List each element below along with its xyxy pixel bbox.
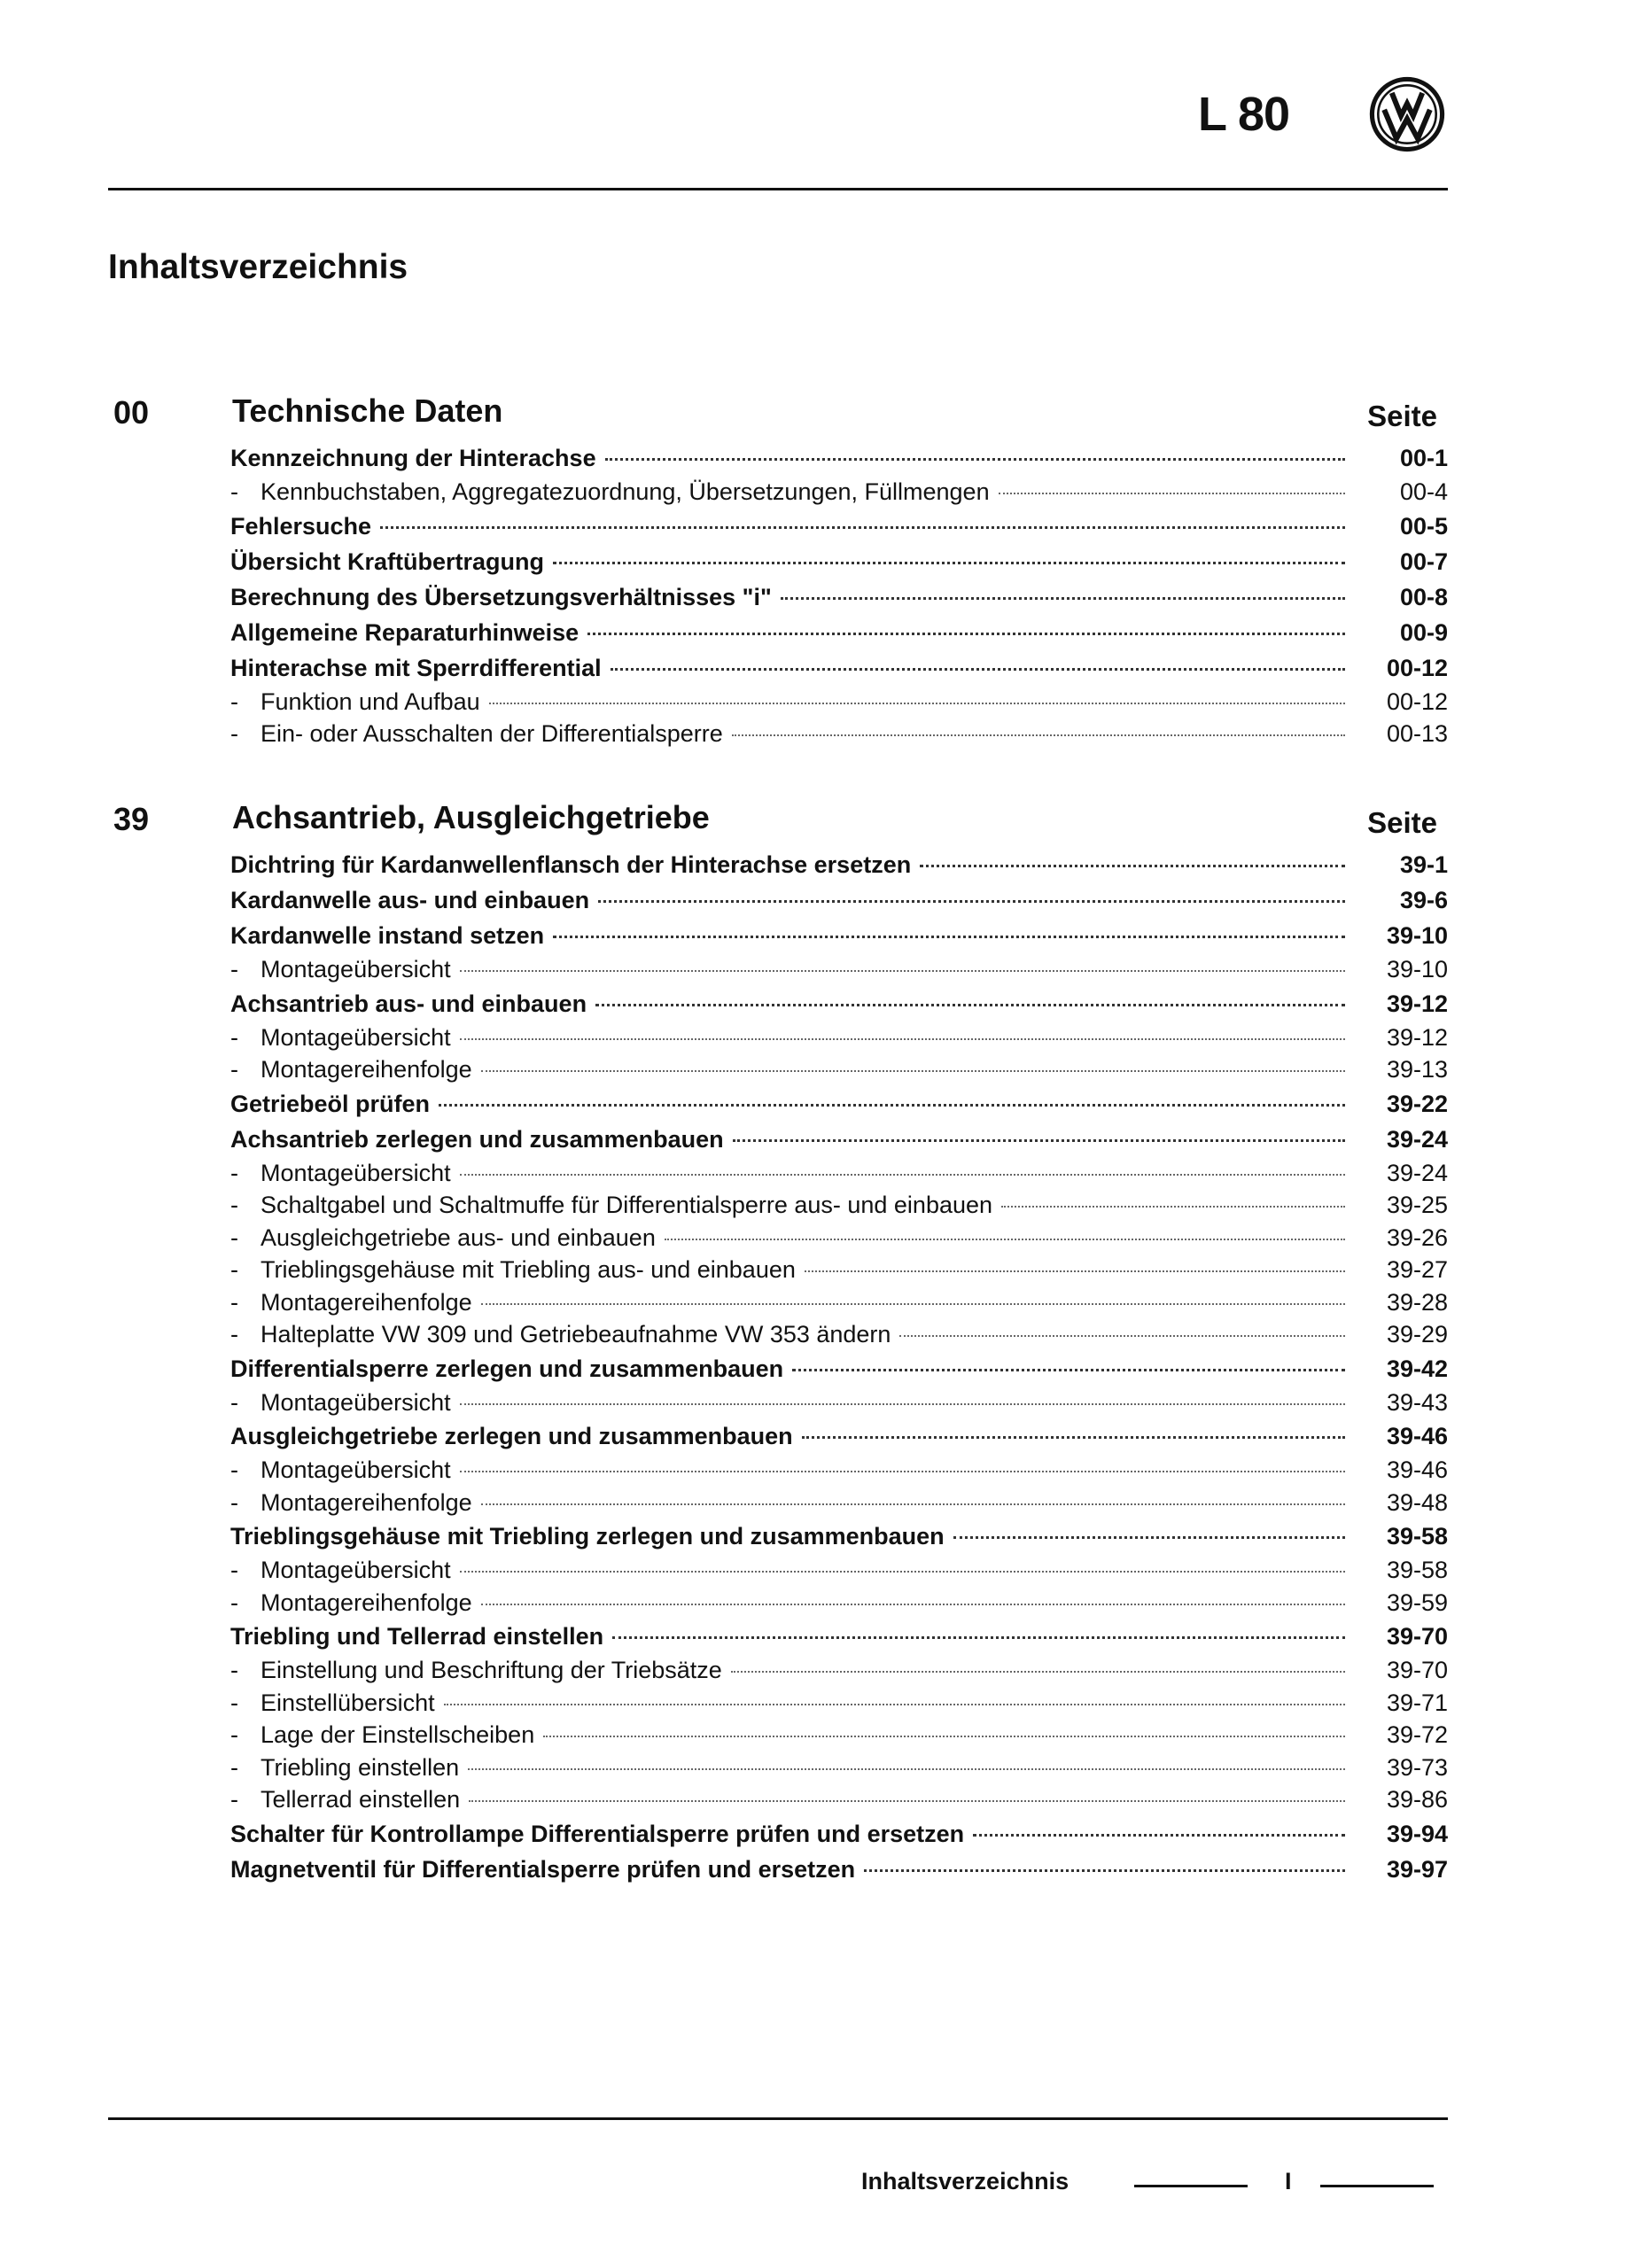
toc-entry-text: Schalter für Kontrollampe Differentialsperre prüfen und ersetzen xyxy=(230,1820,965,1847)
toc-subentry[interactable] xyxy=(230,1687,1448,1720)
dot-leader xyxy=(999,493,1345,494)
bullet-dash: - xyxy=(230,1388,238,1416)
toc-entry-text: Ausgleichgetriebe aus- und einbauen xyxy=(261,1223,656,1251)
toc-page-number: 39-73 xyxy=(1386,1753,1448,1781)
toc-subentry[interactable] xyxy=(230,1719,1448,1751)
toc-entry[interactable] xyxy=(230,509,1448,544)
footer-label: Inhaltsverzeichnis xyxy=(861,2168,1070,2194)
dot-leader xyxy=(469,1800,1345,1802)
header-rule xyxy=(108,188,1448,190)
bullet-dash: - xyxy=(230,1192,238,1218)
toc-page-number: 39-25 xyxy=(1386,1192,1448,1218)
toc-page-number: 00-13 xyxy=(1386,720,1448,747)
section-title: Achsantrieb, Ausgleichgetriebe xyxy=(232,799,710,835)
toc-entry-text: Allgemeine Reparaturhinweise xyxy=(230,618,579,646)
toc-subentry[interactable] xyxy=(230,686,1448,718)
section-39 xyxy=(108,794,1448,1887)
bullet-dash: - xyxy=(230,1223,238,1251)
toc-entry-text: Trieblingsgehäuse mit Triebling aus- und einbauen xyxy=(261,1256,796,1283)
section-header xyxy=(108,794,1448,847)
toc-entry-text: Ausgleichgetriebe zerlegen und zusammenbauen xyxy=(230,1423,793,1449)
toc-entry[interactable] xyxy=(230,1122,1448,1157)
toc-subentry[interactable] xyxy=(230,1189,1448,1222)
dot-leader xyxy=(611,668,1345,671)
dot-leader xyxy=(864,1869,1345,1872)
dot-leader xyxy=(481,1604,1345,1605)
toc-page-number: 00-4 xyxy=(1399,478,1448,505)
toc-page-number: 39-13 xyxy=(1386,1056,1448,1083)
dot-leader xyxy=(460,1038,1345,1040)
toc-page-number: 39-70 xyxy=(1386,1623,1448,1650)
toc-page-number: 39-12 xyxy=(1386,990,1448,1017)
section-00 xyxy=(108,387,1448,750)
toc-subentry[interactable] xyxy=(230,1654,1448,1687)
toc-list xyxy=(230,440,1448,750)
toc-entry[interactable] xyxy=(230,918,1448,953)
toc-entry-text: Differentialsperre zerlegen und zusammenbauen xyxy=(230,1355,784,1382)
toc-page-number: 39-72 xyxy=(1386,1721,1448,1748)
bullet-dash: - xyxy=(230,1689,238,1716)
toc-subentry[interactable] xyxy=(230,1783,1448,1816)
toc-entry[interactable] xyxy=(230,615,1448,650)
toc-entry-text: Montagereihenfolge xyxy=(261,1588,472,1616)
toc-page-number: 39-94 xyxy=(1386,1820,1448,1847)
toc-page-number: 00-8 xyxy=(1399,583,1448,610)
toc-entry[interactable] xyxy=(230,579,1448,615)
toc-subentry[interactable] xyxy=(230,476,1448,509)
dot-leader xyxy=(665,1239,1345,1240)
dot-leader xyxy=(920,865,1345,867)
bullet-dash: - xyxy=(230,1488,238,1516)
dot-leader xyxy=(1001,1206,1345,1208)
seite-label: Seite xyxy=(1367,806,1437,839)
toc-entry-text: Einstellung und Beschriftung der Triebsätze xyxy=(261,1657,722,1683)
toc-entry-text: Montageübersicht xyxy=(261,956,451,983)
toc-entry-text: Kennzeichnung der Hinterachse xyxy=(230,445,596,471)
dot-leader xyxy=(781,597,1345,600)
toc-entry-text: Kardanwelle instand setzen xyxy=(230,922,545,949)
toc-entry-text: Halteplatte VW 309 und Getriebeaufnahme VW 353 ändern xyxy=(261,1321,891,1348)
toc-entry-text: Trieblingsgehäuse mit Triebling zerlegen und zusammenbauen xyxy=(230,1523,945,1550)
toc-page-number: 39-28 xyxy=(1386,1288,1448,1316)
toc-page-number: 00-12 xyxy=(1386,687,1448,715)
toc-subentry[interactable] xyxy=(230,1454,1448,1487)
toc-entry[interactable] xyxy=(230,1518,1448,1554)
bullet-dash: - xyxy=(230,1288,238,1316)
toc-entry[interactable] xyxy=(230,544,1448,579)
toc-page-number: 39-46 xyxy=(1386,1423,1448,1449)
bullet-dash: - xyxy=(230,478,238,505)
toc-entry-text: Kennbuchstaben, Aggregatezuordnung, Übersetzungen, Füllmengen xyxy=(261,478,990,505)
footer-line xyxy=(1320,2185,1434,2187)
toc-entry-text: Montagereihenfolge xyxy=(261,1056,472,1083)
bullet-dash: - xyxy=(230,1721,238,1748)
toc-entry[interactable] xyxy=(230,440,1448,476)
dot-leader xyxy=(468,1768,1345,1770)
toc-page-number: 39-29 xyxy=(1386,1321,1448,1348)
toc-entry-text: Hinterachse mit Sperrdifferential xyxy=(230,654,602,681)
toc-subentry[interactable] xyxy=(230,1318,1448,1351)
toc-entry[interactable] xyxy=(230,882,1448,918)
dot-leader xyxy=(733,1139,1345,1142)
dot-leader xyxy=(587,633,1345,635)
toc-page-number: 39-70 xyxy=(1386,1657,1448,1683)
toc-entry-text: Übersicht Kraftübertragung xyxy=(230,548,545,575)
bullet-dash: - xyxy=(230,687,238,715)
toc-page-number: 00-5 xyxy=(1399,512,1448,540)
seite-label: Seite xyxy=(1367,400,1437,432)
dot-leader xyxy=(543,1736,1345,1737)
dot-leader xyxy=(481,1303,1345,1305)
toc-page-number: 39-86 xyxy=(1386,1786,1448,1813)
toc-entry[interactable] xyxy=(230,1852,1448,1887)
toc-subentry[interactable] xyxy=(230,1286,1448,1319)
toc-entry-text: Lage der Einstellscheiben xyxy=(261,1721,535,1748)
footer-line xyxy=(1134,2185,1248,2187)
bullet-dash: - xyxy=(230,1321,238,1348)
toc-page-number: 39-26 xyxy=(1386,1223,1448,1251)
toc-entry-text: Achsantrieb zerlegen und zusammenbauen xyxy=(230,1125,724,1153)
toc-entry[interactable] xyxy=(230,847,1448,882)
toc-entry-text: Montageübersicht xyxy=(261,1159,451,1186)
toc-list xyxy=(230,847,1448,1887)
dot-leader xyxy=(380,526,1345,529)
dot-leader xyxy=(481,1503,1345,1505)
toc-entry-text: Magnetventil für Differentialsperre prüfen und ersetzen xyxy=(230,1855,856,1883)
dot-leader xyxy=(481,1070,1345,1072)
dot-leader xyxy=(444,1704,1345,1705)
toc-page-number: 39-97 xyxy=(1386,1855,1448,1883)
toc-entry-text: Getriebeöl prüfen xyxy=(230,1090,431,1117)
bullet-dash: - xyxy=(230,1159,238,1186)
toc-entry-text: Montagereihenfolge xyxy=(261,1488,472,1516)
bullet-dash: - xyxy=(230,1657,238,1683)
toc-entry[interactable] xyxy=(230,650,1448,686)
dot-leader xyxy=(598,900,1345,903)
toc-subentry[interactable] xyxy=(230,1587,1448,1619)
toc-page-number: 39-24 xyxy=(1386,1125,1448,1153)
dot-leader xyxy=(460,1403,1345,1405)
toc-entry-text: Montageübersicht xyxy=(261,1388,451,1416)
dot-leader xyxy=(732,734,1345,736)
dot-leader xyxy=(802,1436,1345,1439)
toc-entry-text: Ein- oder Ausschalten der Differentialsperre xyxy=(261,720,723,747)
toc-subentry[interactable] xyxy=(230,1254,1448,1286)
toc-entry-text: Schaltgabel und Schaltmuffe für Differentialsperre aus- und einbauen xyxy=(261,1192,993,1218)
toc-entry-text: Triebling und Tellerrad einstellen xyxy=(230,1623,604,1650)
model-label: L 80 xyxy=(1198,88,1290,141)
toc-page-number: 39-22 xyxy=(1386,1090,1448,1117)
footer-page-number: I xyxy=(1285,2168,1292,2194)
dot-leader xyxy=(605,458,1345,461)
toc-page-number: 39-46 xyxy=(1386,1456,1448,1483)
dot-leader xyxy=(612,1636,1345,1639)
dot-leader xyxy=(731,1671,1345,1673)
bullet-dash: - xyxy=(230,1256,238,1283)
page-title: Inhaltsverzeichnis xyxy=(108,248,408,286)
bullet-dash: - xyxy=(230,1557,238,1583)
toc-page-number: 00-9 xyxy=(1399,618,1448,646)
dot-leader xyxy=(792,1369,1345,1371)
toc-page-number: 39-58 xyxy=(1386,1557,1448,1583)
toc-subentry[interactable] xyxy=(230,718,1448,750)
toc-entry[interactable] xyxy=(230,1816,1448,1852)
toc-entry[interactable] xyxy=(230,1418,1448,1454)
toc-page-number: 39-10 xyxy=(1386,922,1448,949)
dot-leader xyxy=(460,1571,1345,1573)
toc-entry-text: Berechnung des Übersetzungsverhältnisses "i" xyxy=(230,583,772,610)
toc-page-number: 39-27 xyxy=(1386,1256,1448,1283)
bullet-dash: - xyxy=(230,1056,238,1083)
section-number: 39 xyxy=(113,801,150,837)
dot-leader xyxy=(595,1004,1345,1006)
toc-entry-text: Montageübersicht xyxy=(261,1023,451,1051)
bullet-dash: - xyxy=(230,1456,238,1483)
toc-page-number: 00-12 xyxy=(1386,654,1448,681)
bullet-dash: - xyxy=(230,1753,238,1781)
toc-entry[interactable] xyxy=(230,1619,1448,1654)
bullet-dash: - xyxy=(230,1588,238,1616)
dot-leader xyxy=(460,970,1345,972)
toc-entry-text: Kardanwelle aus- und einbauen xyxy=(230,887,590,913)
dot-leader xyxy=(460,1174,1345,1176)
toc-subentry[interactable] xyxy=(230,1021,1448,1054)
bullet-dash: - xyxy=(230,1786,238,1813)
vw-logo-icon xyxy=(1369,76,1445,152)
toc-entry-text: Fehlersuche xyxy=(230,512,372,540)
toc-entry-text: Montageübersicht xyxy=(261,1456,451,1483)
toc-page-number: 39-48 xyxy=(1386,1488,1448,1516)
toc-entry-text: Einstellübersicht xyxy=(261,1689,435,1716)
toc-entry-text: Montagereihenfolge xyxy=(261,1288,472,1316)
toc-page-number: 00-1 xyxy=(1399,445,1448,471)
toc-entry[interactable] xyxy=(230,1086,1448,1122)
toc-entry[interactable] xyxy=(230,986,1448,1021)
toc-entry[interactable] xyxy=(230,1351,1448,1386)
toc-page-number: 39-24 xyxy=(1386,1159,1448,1186)
toc-page-number: 39-6 xyxy=(1399,887,1448,913)
toc-page-number: 39-59 xyxy=(1386,1588,1448,1616)
dot-leader xyxy=(805,1270,1345,1272)
toc-page-number: 39-12 xyxy=(1386,1023,1448,1051)
dot-leader xyxy=(973,1834,1345,1837)
footer-rule xyxy=(108,2117,1448,2120)
dot-leader xyxy=(439,1104,1345,1107)
dot-leader xyxy=(953,1536,1345,1539)
section-title: Technische Daten xyxy=(232,392,503,429)
toc-page-number: 39-71 xyxy=(1386,1689,1448,1716)
dot-leader xyxy=(553,936,1345,938)
bullet-dash: - xyxy=(230,720,238,747)
toc-page-number: 39-43 xyxy=(1386,1388,1448,1416)
toc-subentry[interactable] xyxy=(230,1157,1448,1190)
toc-subentry[interactable] xyxy=(230,1487,1448,1519)
toc-page-number: 39-58 xyxy=(1386,1523,1448,1550)
toc-subentry[interactable] xyxy=(230,953,1448,986)
toc-subentry[interactable] xyxy=(230,1751,1448,1784)
toc-page-number: 00-7 xyxy=(1399,548,1448,575)
dot-leader xyxy=(553,562,1345,564)
toc-entry-text: Dichtring für Kardanwellenflansch der Hinterachse ersetzen xyxy=(230,851,912,878)
toc-subentry[interactable] xyxy=(230,1222,1448,1254)
toc-subentry[interactable] xyxy=(230,1554,1448,1587)
toc-page-number: 39-1 xyxy=(1399,851,1448,878)
section-header xyxy=(108,387,1448,440)
dot-leader xyxy=(489,703,1345,704)
toc-entry-text: Montageübersicht xyxy=(261,1557,451,1583)
toc-entry-text: Tellerrad einstellen xyxy=(261,1786,461,1813)
dot-leader xyxy=(460,1471,1345,1472)
toc-entry-text: Funktion und Aufbau xyxy=(261,687,480,715)
toc-subentry[interactable] xyxy=(230,1053,1448,1086)
toc-page-number: 39-10 xyxy=(1386,956,1448,983)
dot-leader xyxy=(899,1335,1345,1337)
bullet-dash: - xyxy=(230,1023,238,1051)
toc-entry-text: Triebling einstellen xyxy=(261,1753,460,1781)
bullet-dash: - xyxy=(230,956,238,983)
section-number: 00 xyxy=(113,394,150,431)
toc-subentry[interactable] xyxy=(230,1386,1448,1419)
toc-entry-text: Achsantrieb aus- und einbauen xyxy=(230,990,587,1017)
toc-page-number: 39-42 xyxy=(1386,1355,1448,1382)
